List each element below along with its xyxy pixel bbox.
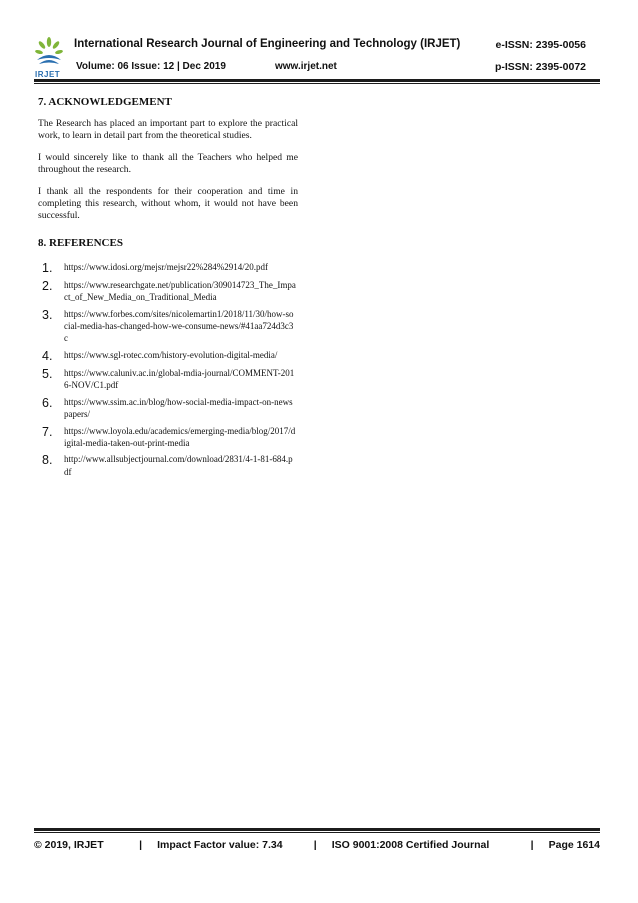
reference-number: 4. (42, 348, 53, 363)
e-issn: e-ISSN: 2395-0056 (495, 39, 586, 51)
volume-issue: Volume: 06 Issue: 12 | Dec 2019 (76, 61, 226, 72)
footer-separator: | (530, 839, 534, 851)
reference-link[interactable]: https://www.researchgate.net/publication/309014723_The_Impact_of_New_Media_on_Traditional_Media (64, 279, 296, 303)
references-list (38, 261, 298, 478)
reference-number: 5. (42, 366, 53, 381)
footer-divider (34, 828, 600, 831)
reference-item (38, 349, 298, 363)
reference-number: 3. (42, 307, 53, 322)
reference-item (38, 425, 298, 450)
journal-title: International Research Journal of Engineering and Technology (IRJET) (74, 38, 461, 50)
header-divider-thin (34, 83, 600, 84)
footer-separator: | (313, 839, 317, 851)
acknowledgement-heading: 7. ACKNOWLEDGEMENT (38, 96, 172, 108)
left-column (38, 96, 298, 482)
reference-link[interactable]: https://www.idosi.org/mejsr/mejsr22%284%2914/20.pdf (64, 261, 268, 272)
header-divider (34, 79, 600, 82)
reference-item (38, 396, 298, 421)
reference-link[interactable]: http://www.allsubjectjournal.com/download/2831/4-1-81-684.pdf (64, 454, 293, 477)
reference-item (38, 308, 298, 345)
footer-divider-thin (34, 832, 600, 833)
reference-item (38, 261, 298, 275)
p-issn: p-ISSN: 2395-0072 (494, 61, 586, 73)
reference-item (38, 279, 298, 304)
reference-number: 6. (42, 395, 53, 410)
acknowledgement-paragraph: The Research has placed an important part to explore the practical work, to learn in detail part from the theoretical studies. (38, 118, 298, 142)
reference-item (38, 453, 298, 478)
reference-item (38, 367, 298, 392)
footer-impact-factor: Impact Factor value: 7.34 (157, 839, 283, 851)
reference-number: 1. (42, 260, 53, 275)
logo-text: IRJET (35, 70, 61, 79)
reference-link[interactable]: https://www.sgl-rotec.com/history-evolution-digital-media/ (64, 349, 278, 360)
footer-separator: | (139, 839, 143, 851)
acknowledgement-paragraph: I thank all the respondents for their cooperation and time in completing this research, without whom, it would not have been successful. (38, 185, 298, 222)
irjet-logo-icon (34, 36, 64, 70)
reference-link[interactable]: https://www.forbes.com/sites/nicolemartin1/2018/11/30/how-social-media-has-changed-how-we-consume-news/#41aa724d3c3c (64, 308, 294, 344)
reference-number: 8. (42, 453, 53, 468)
footer-page-number: Page 1614 (548, 839, 600, 851)
reference-link[interactable]: https://www.loyola.edu/academics/emerging-media/blog/2017/digital-media-taken-out-print-media (64, 425, 296, 448)
reference-number: 2. (42, 278, 53, 293)
journal-website-link[interactable]: www.irjet.net (275, 61, 337, 72)
footer-copyright: © 2019, IRJET (34, 839, 104, 851)
footer (34, 839, 600, 851)
reference-link[interactable]: https://www.ssim.ac.in/blog/how-social-media-impact-on-newspapers/ (64, 396, 293, 420)
references-heading: 8. REFERENCES (38, 236, 123, 249)
reference-link[interactable]: https://www.caluniv.ac.in/global-mdia-journal/COMMENT-2016-NOV/C1.pdf (64, 367, 295, 391)
footer-iso-certification: ISO 9001:2008 Certified Journal (331, 839, 490, 851)
acknowledgement-paragraph: I would sincerely like to thank all the Teachers who helped me throughout the research. (38, 151, 298, 176)
reference-number: 7. (42, 424, 53, 439)
